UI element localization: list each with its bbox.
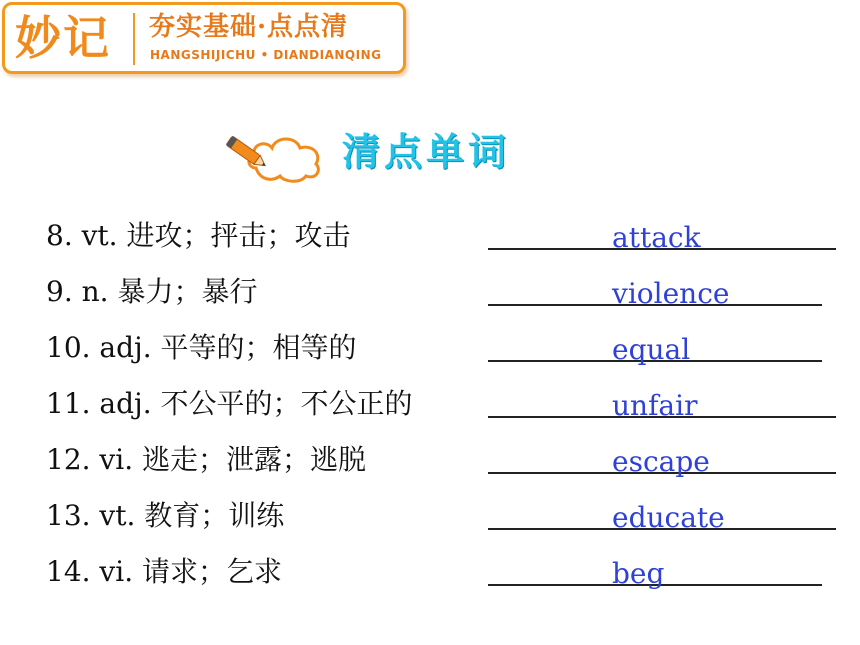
vocab-row bbox=[46, 212, 846, 268]
vocab-row bbox=[46, 380, 846, 436]
vocab-answer: equal bbox=[612, 333, 691, 366]
section-title: 清点单词 bbox=[342, 130, 511, 174]
vocab-row bbox=[46, 324, 846, 380]
vocab-definition: 8. vt. 进攻；抨击；攻击 bbox=[46, 219, 351, 252]
pencil-cloud-icon bbox=[222, 128, 334, 184]
logo-divider bbox=[133, 13, 135, 65]
vocab-answer: violence bbox=[612, 277, 730, 310]
vocab-row bbox=[46, 492, 846, 548]
vocab-answer: beg bbox=[612, 557, 665, 590]
brand-logo bbox=[2, 2, 406, 74]
logo-pinyin: HANGSHIJICHU • DIANDIANQING bbox=[150, 48, 382, 62]
vocab-answer: escape bbox=[612, 445, 710, 478]
vocab-answer: attack bbox=[612, 221, 701, 254]
vocab-definition: 14. vi. 请求；乞求 bbox=[46, 555, 283, 588]
vocab-definition: 10. adj. 平等的；相等的 bbox=[46, 331, 357, 364]
section-header bbox=[222, 122, 542, 186]
vocab-definition: 9. n. 暴力；暴行 bbox=[46, 275, 258, 308]
vocab-list bbox=[46, 212, 846, 604]
vocab-row bbox=[46, 436, 846, 492]
vocab-row bbox=[46, 268, 846, 324]
vocab-definition: 12. vi. 逃走；泄露；逃脱 bbox=[46, 443, 367, 476]
vocab-definition: 11. adj. 不公平的；不公正的 bbox=[46, 387, 413, 420]
logo-main-text: 妙记 bbox=[15, 11, 111, 65]
logo-slogan: 夯实基础·点点清 bbox=[149, 12, 349, 42]
vocab-definition: 13. vt. 教育；训练 bbox=[46, 499, 285, 532]
vocab-answer: educate bbox=[612, 501, 725, 534]
vocab-answer: unfair bbox=[612, 389, 698, 422]
vocab-row bbox=[46, 548, 846, 604]
